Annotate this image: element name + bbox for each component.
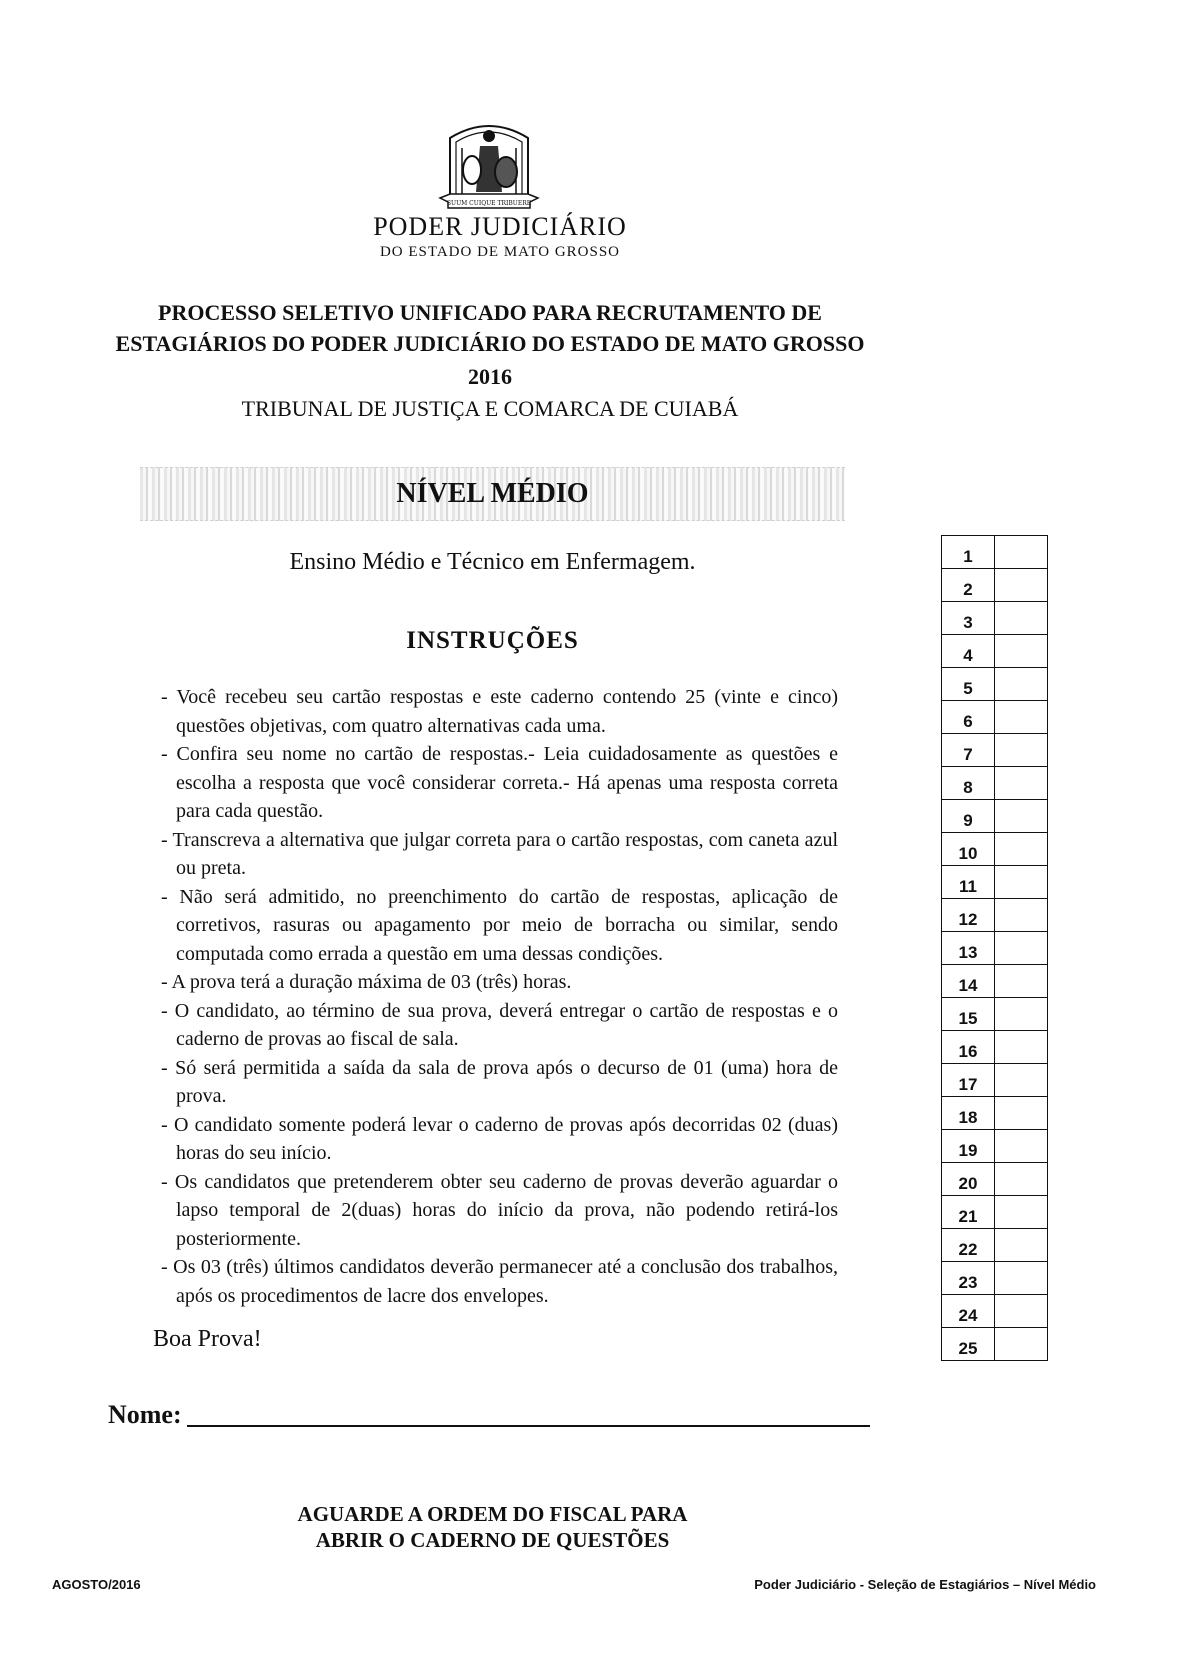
answer-row: [942, 1328, 1048, 1361]
question-number: 17: [942, 1064, 995, 1097]
level-label: NÍVEL MÉDIO: [396, 478, 589, 509]
answer-row: [942, 899, 1048, 932]
answer-row: [942, 1163, 1048, 1196]
instruction-item: - O candidato, ao término de sua prova, deverá entregar o cartão de respostas e o caderno de provas ao fiscal de sala.: [161, 999, 838, 1050]
answer-row: [942, 1130, 1048, 1163]
answer-row: [942, 866, 1048, 899]
institution-name: PODER JUDICIÁRIO: [373, 212, 627, 241]
answer-row: [942, 833, 1048, 866]
answer-row: [942, 1031, 1048, 1064]
question-number: 2: [942, 569, 995, 602]
answer-box[interactable]: [995, 668, 1048, 701]
question-number: 14: [942, 965, 995, 998]
question-number: 22: [942, 1229, 995, 1262]
name-input-line[interactable]: [187, 1425, 870, 1427]
answer-box[interactable]: [995, 701, 1048, 734]
instruction-item: - Os 03 (três) últimos candidatos deverão permanecer até a conclusão dos trabalhos, após os procedimentos de lacre dos envelopes.: [161, 1256, 838, 1307]
question-number: 12: [942, 899, 995, 932]
question-number: 3: [942, 602, 995, 635]
answer-box[interactable]: [995, 1295, 1048, 1328]
question-number: 24: [942, 1295, 995, 1328]
answer-row: [942, 1262, 1048, 1295]
answer-box[interactable]: [995, 635, 1048, 668]
answer-box[interactable]: [995, 1229, 1048, 1262]
answer-box[interactable]: [995, 998, 1048, 1031]
answer-box[interactable]: [995, 767, 1048, 800]
question-number: 5: [942, 668, 995, 701]
answer-box[interactable]: [995, 1031, 1048, 1064]
footer-title: Poder Judiciário - Seleção de Estagiários – Nível Médio: [754, 1577, 1096, 1592]
question-number: 1: [942, 536, 995, 569]
wait-notice-line-1: AGUARDE A ORDEM DO FISCAL PARA: [297, 1502, 688, 1526]
answer-box[interactable]: [995, 899, 1048, 932]
question-number: 20: [942, 1163, 995, 1196]
svg-text:SUUM CUIQUE TRIBUERE: SUUM CUIQUE TRIBUERE: [446, 200, 532, 207]
answer-box[interactable]: [995, 536, 1048, 569]
answer-box[interactable]: [995, 1163, 1048, 1196]
answer-box[interactable]: [995, 800, 1048, 833]
footer-date: AGOSTO/2016: [52, 1577, 141, 1592]
answer-row: [942, 800, 1048, 833]
exam-title-line-2: ESTAGIÁRIOS DO PODER JUDICIÁRIO DO ESTADO DE MATO GROSSO: [115, 331, 865, 356]
court-name: TRIBUNAL DE JUSTIÇA E COMARCA DE CUIABÁ: [241, 396, 739, 421]
question-number: 15: [942, 998, 995, 1031]
answer-box[interactable]: [995, 1064, 1048, 1097]
name-label: Nome:: [108, 1400, 182, 1429]
closing-message: Boa Prova!: [153, 1326, 262, 1352]
question-number: 11: [942, 866, 995, 899]
question-number: 13: [942, 932, 995, 965]
answer-box[interactable]: [995, 1097, 1048, 1130]
level-banner: [140, 467, 845, 521]
question-number: 23: [942, 1262, 995, 1295]
answer-row: [942, 569, 1048, 602]
answer-box[interactable]: [995, 1196, 1048, 1229]
answer-row: [942, 602, 1048, 635]
question-number: 10: [942, 833, 995, 866]
answer-row: [942, 1097, 1048, 1130]
instruction-item: - Só será permitida a saída da sala de prova após o decurso de 01 (uma) hora de prova.: [161, 1056, 838, 1107]
question-number: 8: [942, 767, 995, 800]
answer-row: [942, 998, 1048, 1031]
answer-box[interactable]: [995, 1262, 1048, 1295]
answer-box[interactable]: [995, 602, 1048, 635]
answer-row: [942, 1295, 1048, 1328]
answer-row: [942, 668, 1048, 701]
question-number: 6: [942, 701, 995, 734]
answer-row: [942, 1229, 1048, 1262]
answer-row: [942, 767, 1048, 800]
question-number: 25: [942, 1328, 995, 1361]
answer-grid: [941, 535, 1048, 1361]
answer-box[interactable]: [995, 932, 1048, 965]
question-number: 21: [942, 1196, 995, 1229]
answer-row: [942, 1196, 1048, 1229]
answer-box[interactable]: [995, 569, 1048, 602]
answer-row: [942, 635, 1048, 668]
answer-box[interactable]: [995, 833, 1048, 866]
instruction-item: - Transcreva a alternativa que julgar correta para o cartão respostas, com caneta azul ou preta.: [161, 828, 838, 879]
answer-row: [942, 536, 1048, 569]
answer-row: [942, 1064, 1048, 1097]
instruction-item: - A prova terá a duração máxima de 03 (três) horas.: [161, 971, 572, 993]
instruction-item: - Os candidatos que pretenderem obter seu caderno de provas deverão aguardar o lapso temporal de 2(duas) horas do início da prova, não podendo retirá-los posteriormente.: [161, 1170, 838, 1250]
question-number: 4: [942, 635, 995, 668]
exam-year: 2016: [468, 364, 512, 389]
answer-row: [942, 734, 1048, 767]
question-number: 19: [942, 1130, 995, 1163]
institution-subtitle: DO ESTADO DE MATO GROSSO: [379, 244, 621, 260]
wait-notice-line-2: ABRIR O CADERNO DE QUESTÕES: [315, 1528, 670, 1552]
answer-box[interactable]: [995, 866, 1048, 899]
question-number: 18: [942, 1097, 995, 1130]
answer-box[interactable]: [995, 965, 1048, 998]
answer-row: [942, 701, 1048, 734]
answer-box[interactable]: [995, 734, 1048, 767]
court-emblem-logo: [436, 118, 542, 214]
instruction-item: - Confira seu nome no cartão de respostas.- Leia cuidadosamente as questões e escolha a resposta que você considerar correta.- Há apenas uma resposta correta para cada questão.: [161, 743, 838, 822]
exam-title-line-1: PROCESSO SELETIVO UNIFICADO PARA RECRUTAMENTO DE: [158, 300, 822, 325]
answer-row: [942, 965, 1048, 998]
question-number: 9: [942, 800, 995, 833]
instructions-list: [148, 683, 838, 1310]
question-number: 7: [942, 734, 995, 767]
question-number: 16: [942, 1031, 995, 1064]
instruction-item: - Você recebeu seu cartão respostas e este caderno contendo 25 (vinte e cinco) questões objetivas, com quatro alternativas cada uma.: [161, 686, 838, 737]
instructions-heading: INSTRUÇÕES: [406, 627, 579, 654]
answer-box[interactable]: [995, 1328, 1048, 1361]
instruction-item: - Não será admitido, no preenchimento do cartão de respostas, aplicação de corretivos, rasuras ou apagamento por meio de borracha ou similar, sendo computada como errada a questão em uma dessas condições.: [161, 885, 838, 965]
course-subtitle: Ensino Médio e Técnico em Enfermagem.: [289, 549, 696, 575]
answer-box[interactable]: [995, 1130, 1048, 1163]
answer-row: [942, 932, 1048, 965]
instruction-item: - O candidato somente poderá levar o caderno de provas após decorridas 02 (duas) horas do seu início.: [161, 1113, 838, 1164]
